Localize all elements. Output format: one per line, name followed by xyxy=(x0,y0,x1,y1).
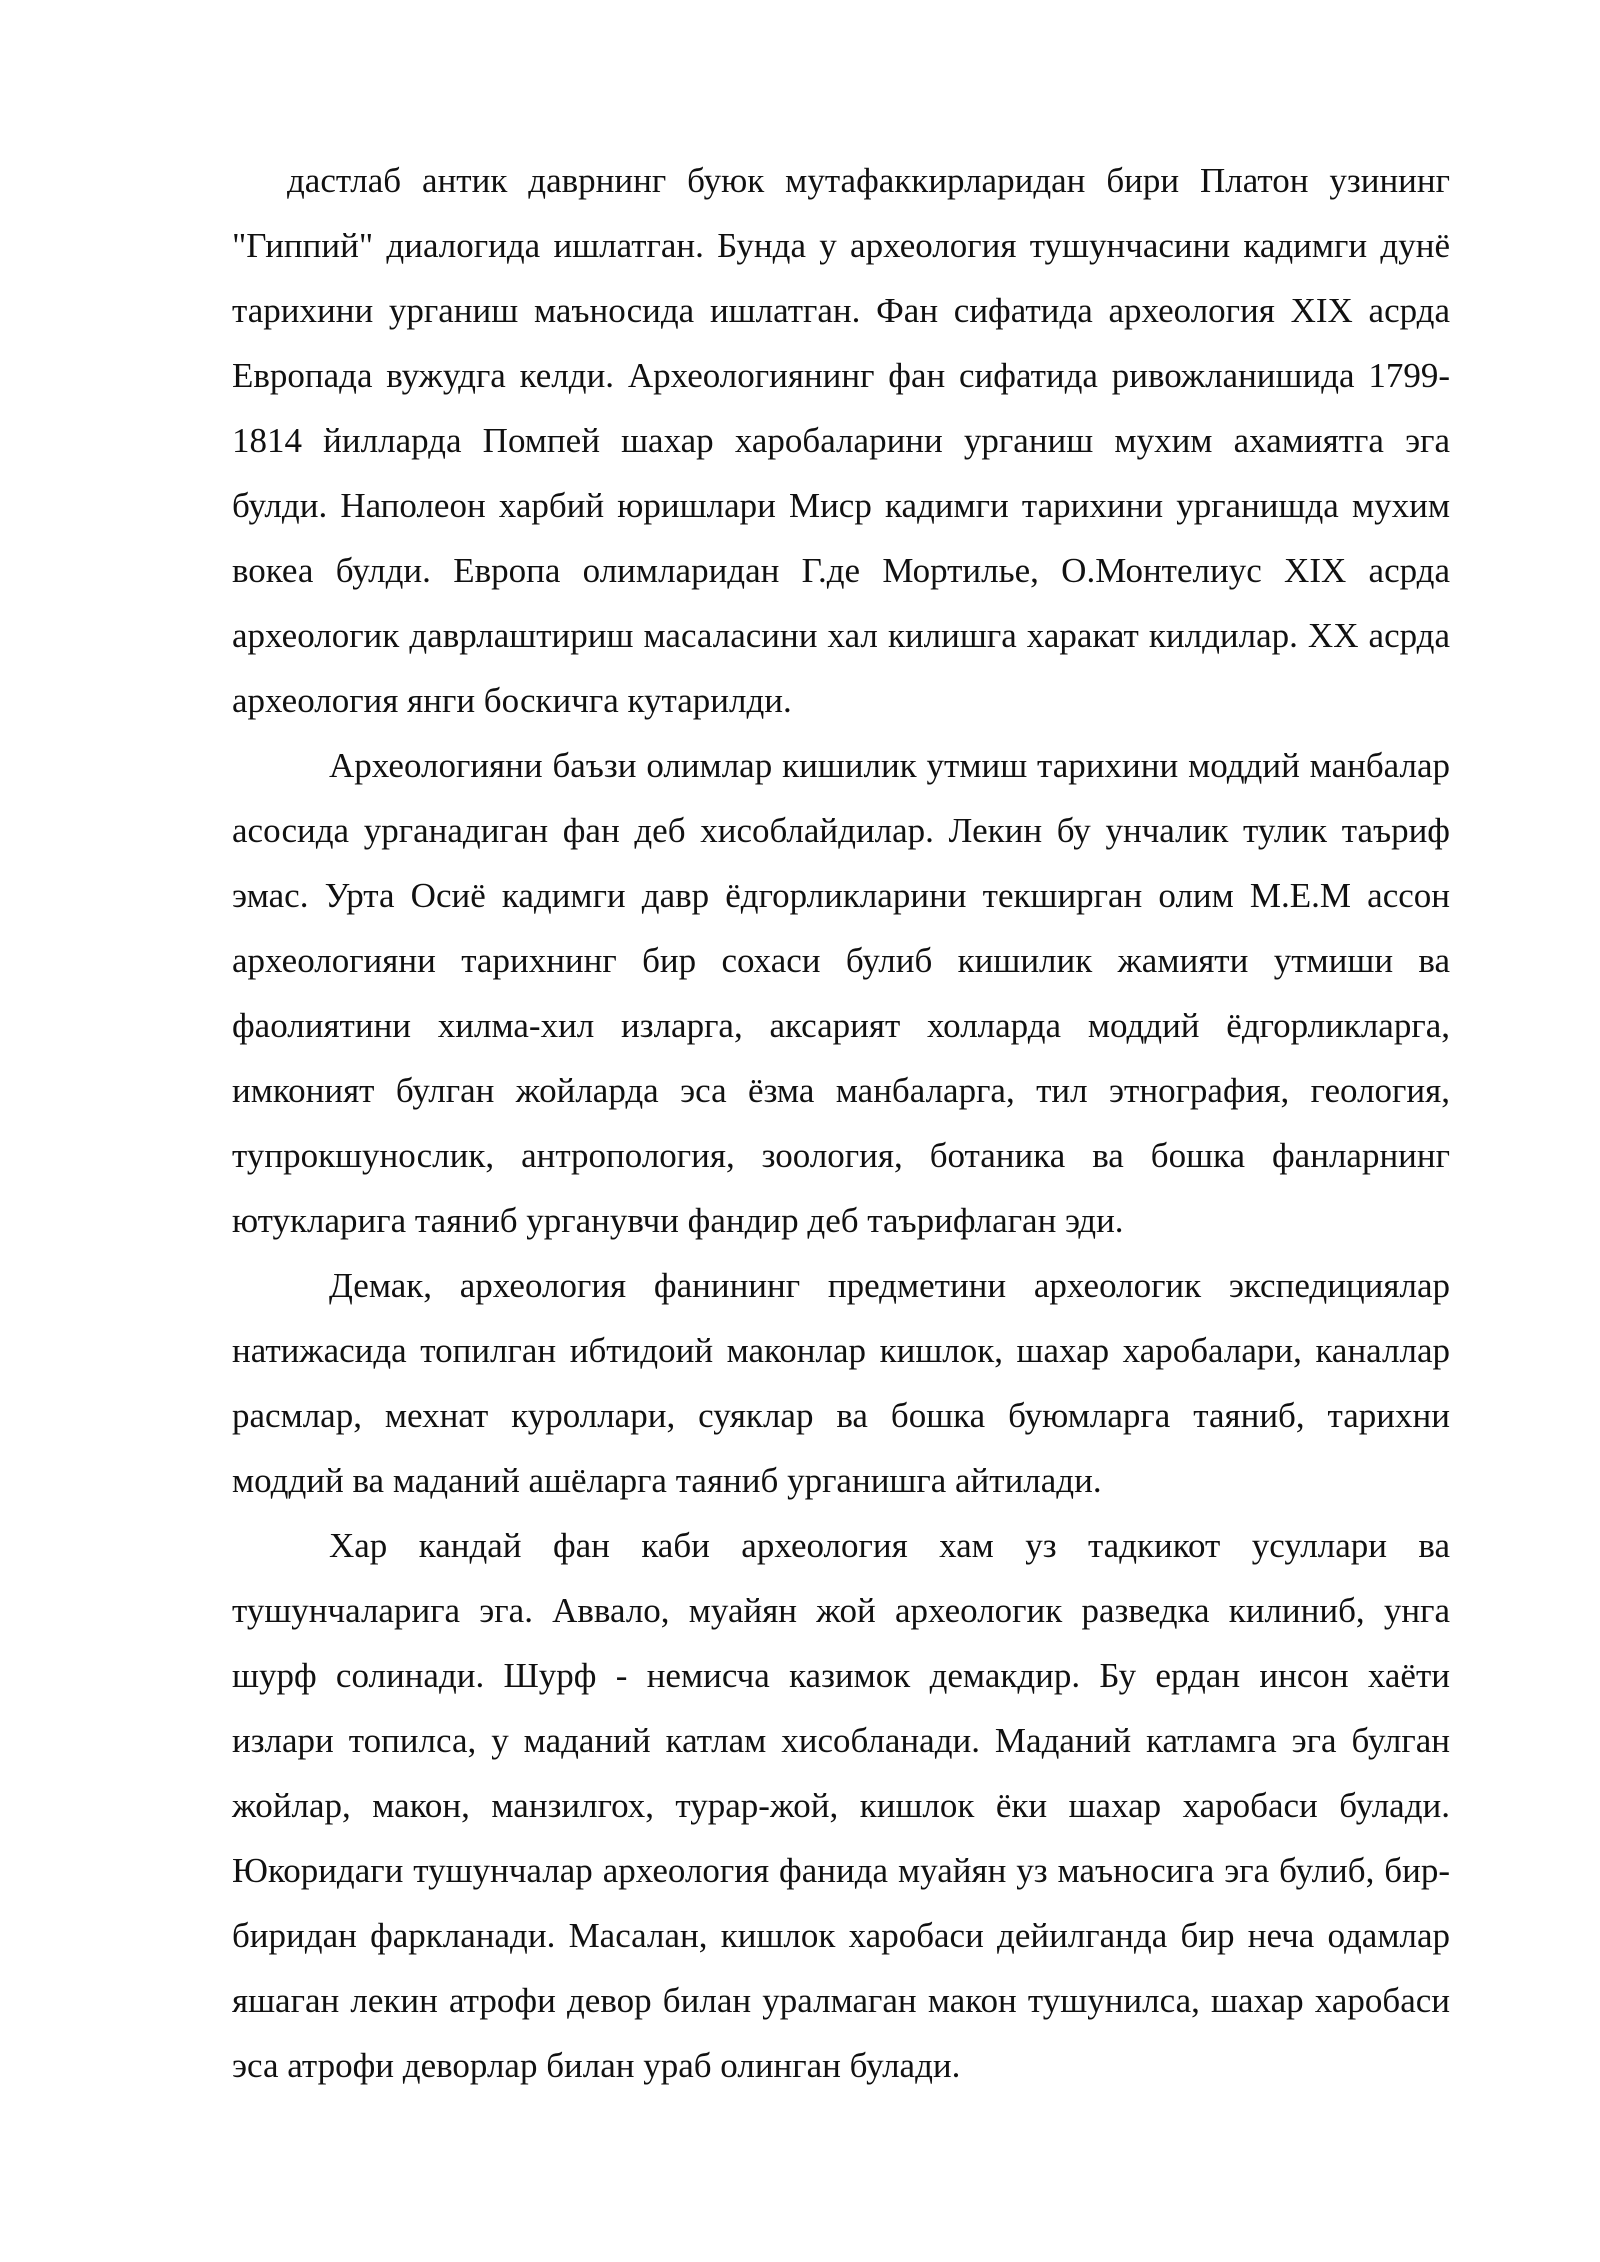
document-body xyxy=(232,148,1450,2098)
paragraph-3: Демак, археология фанининг предметини археологик экспедициялар натижасида топилган ибтидоий маконлар кишлок, шахар харобалари, каналлар расмлар, мехнат куроллари, суяклар ва бошка буюмларга таяниб, тарихни моддий ва маданий ашёларга таяниб урганишга айтилади. xyxy=(232,1266,1450,1500)
paragraph-4: Хар кандай фан каби археология хам уз тадкикот усуллари ва тушунчаларига эга. Аввало, муайян жой археологик разведка килиниб, унга шурф солинади. Шурф - немисча казимок демакдир. Бу ердан инсон хаёти излари топилса, у маданий катлам хисобланади. Маданий катламга эга булган жойлар, макон, манзилгох, турар-жой, кишлок ёки шахар харобаси булади. Юкоридаги тушунчалар археология фанида муайян уз маъносига эга булиб, бир-биридан фаркланади. Масалан, кишлок харобаси дейилганда бир неча одамлар яшаган лекин атрофи девор билан уралмаган макон тушунилса, шахар харобаси эса атрофи деворлар билан ураб олинган булади. xyxy=(232,1526,1450,2085)
paragraph-2: Археологияни баъзи олимлар кишилик утмиш тарихини моддий манбалар асосида урганадиган фан деб хисоблайдилар. Лекин бу унчалик тулик таъриф эмас. Урта Осиё кадимги давр ёдгорликларини текширган олим М.Е.М ассон археологияни тарихнинг бир сохаси булиб кишилик жамияти утмиши ва фаолиятини хилма-хил изларга, аксарият холларда моддий ёдгорликларга, имконият булган жойларда эса ёзма манбаларга, тил этнография, геология, тупрокшунослик, антропология, зоология, ботаника ва бошка фанларнинг ютукларига таяниб урганувчи фандир деб таърифлаган эди. xyxy=(232,746,1450,1240)
paragraph-1: дастлаб антик даврнинг буюк мутафаккирларидан бири Платон узининг "Гиппий" диалогида ишлатган. Бунда у археология тушунчасини кадимги дунё тарихини урганиш маъносида ишлатган. Фан сифатида археология XIX асрда Европада вужудга келди. Археологиянинг фан сифатида ривожланишида 1799-1814 йилларда Помпей шахар харобаларини урганиш мухим ахамиятга эга булди. Наполеон харбий юришлари Миср кадимги тарихини урганишда мухим вокеа булди. Европа олимларидан Г.де Мортилье, О.Монтелиус XIX асрда археологик даврлаштириш масаласини хал килишга харакат килдилар. XX асрда археология янги боскичга кутарилди. xyxy=(232,161,1450,720)
